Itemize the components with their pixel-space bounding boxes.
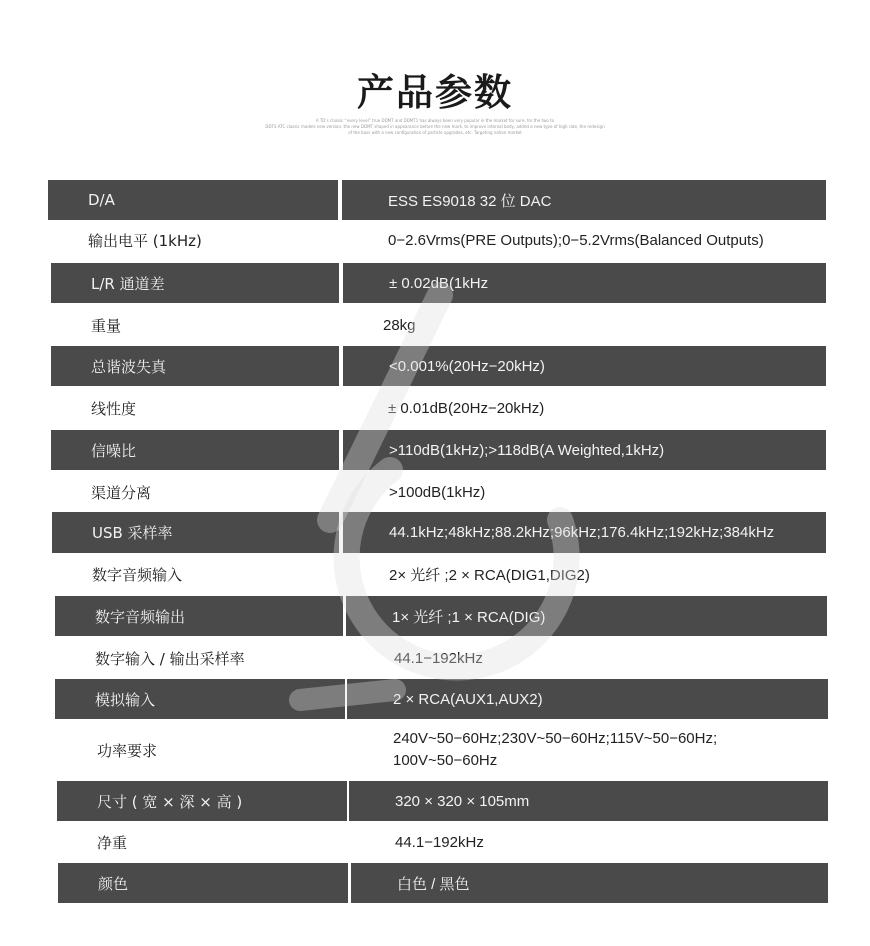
spec-label: 重量	[91, 316, 122, 335]
spec-label: 渠道分离	[91, 483, 152, 502]
spec-label: 信噪比	[51, 430, 339, 470]
spec-value-line: 240V~50−60Hz;230V~50−60Hz;115V~50−60Hz;	[393, 730, 718, 747]
spec-value: 44.1kHz;48kHz;88.2kHz;96kHz;176.4kHz;192kHz;384kHz	[343, 512, 826, 553]
spec-value: >100dB(1kHz)	[389, 483, 486, 501]
spec-value: 2 × RCA(AUX1,AUX2)	[347, 679, 828, 719]
spec-value: ± 0.01dB(20Hz−20kHz)	[388, 399, 545, 417]
spec-value: 1× 光纤 ;1 × RCA(DIG)	[346, 596, 827, 636]
spec-label: 线性度	[91, 399, 137, 418]
spec-value: 2× 光纤 ;2 × RCA(DIG1,DIG2)	[389, 566, 590, 584]
spec-label: 总谐波失真	[51, 346, 339, 386]
spec-value: 320 × 320 × 105mm	[349, 781, 828, 821]
spec-label: L/R 通道差	[51, 263, 339, 303]
spec-label: USB 采样率	[52, 512, 339, 553]
spec-label: 功率要求	[97, 741, 158, 760]
spec-value: ± 0.02dB(1kHz	[343, 263, 826, 303]
spec-value: <0.001%(20Hz−20kHz)	[343, 346, 826, 386]
spec-value: 44.1−192kHz	[394, 649, 483, 667]
spec-label: 输出电平 (1kHz)	[88, 231, 202, 250]
spec-value	[347, 720, 828, 780]
subtitle-line: DDTS ATC classic models new version, the new DDMT shaped in appearance before the new mark, to improve internal body, added a new type of high rate, the redesign	[265, 124, 605, 129]
spec-label: 数字输入 / 输出采样率	[95, 649, 245, 668]
spec-label: 模拟输入	[55, 679, 345, 719]
subtitle-line: A TD’s classic “every level” true DDMT and DDMT1 has always been very popular in the market for sure, for the two to	[315, 118, 555, 123]
spec-value: 28kg	[383, 316, 416, 334]
spec-value: >110dB(1kHz);>118dB(A Weighted,1kHz)	[343, 430, 826, 470]
spec-label: 净重	[97, 833, 128, 852]
spec-label: 尺寸 ( 宽 × 深 × 高 )	[57, 781, 347, 821]
spec-value-line: 100V~50−60Hz	[393, 752, 498, 769]
spec-value: 0−2.6Vrms(PRE Outputs);0−5.2Vrms(Balanced Outputs)	[388, 231, 764, 249]
spec-label: 颜色	[58, 863, 348, 903]
spec-value: 44.1−192kHz	[395, 833, 484, 851]
page-title: 产品参数	[357, 71, 513, 114]
spec-label: D/A	[48, 180, 338, 220]
spec-value: 白色 / 黑色	[351, 863, 828, 903]
spec-value: ESS ES9018 32 位 DAC	[342, 180, 826, 220]
subtitle-line: of the bass with a new configuration of particle upgrades, etc. Targeting native market	[348, 130, 522, 135]
spec-label: 数字音频输入	[92, 565, 183, 584]
spec-label: 数字音频输出	[55, 596, 343, 636]
